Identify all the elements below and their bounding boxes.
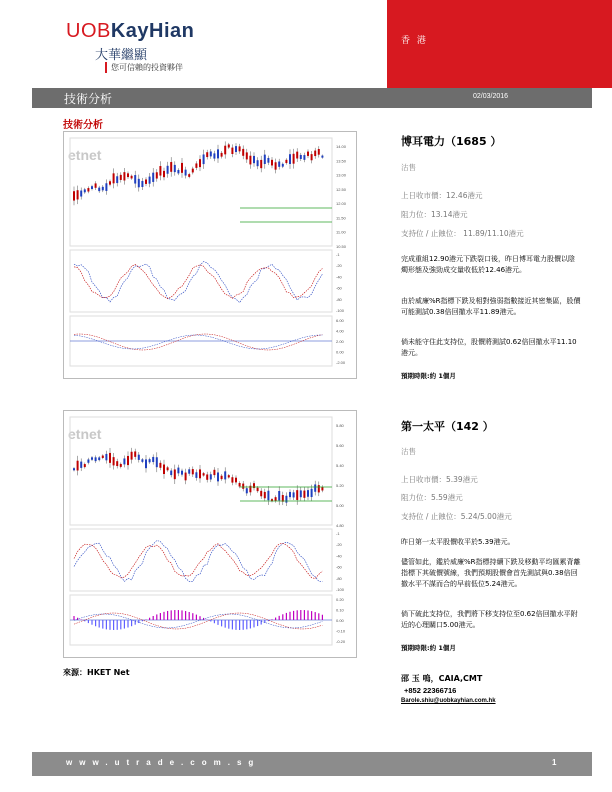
- chart-watermark: etnet: [68, 147, 102, 163]
- horizon-142: 預期時限:約 1個月: [401, 644, 456, 652]
- analyst-name: 邵 玉 嗚，CAIA,CMT: [401, 674, 483, 683]
- paragraph-1685-3: 倘未能守住此支持位，股價將測試0.62倍回撤水平11.10港元。: [401, 338, 577, 357]
- macd-tick-label: 4.00: [336, 328, 344, 334]
- williams-tick-label: -60: [336, 285, 342, 291]
- price-panel: [70, 138, 347, 249]
- price-tick-label: 11.50: [336, 215, 346, 221]
- paragraph-142-3: 倘下破此支持位，我們將下移支持位至0.62倍回撤水平附近的心理關口5.00港元。: [401, 610, 578, 629]
- price-tick-label: 10.50: [336, 244, 347, 249]
- macd-panel: [70, 595, 346, 645]
- macd-tick-label: 0.00: [336, 618, 344, 623]
- report-date: 02/03/2016: [473, 93, 509, 100]
- macd-tick-label: 0.10: [336, 607, 344, 613]
- price-tick-label: 14.00: [336, 144, 347, 149]
- rating-1685: 沽售: [401, 163, 416, 172]
- close-142: 上日收市價：5.39港元: [401, 475, 478, 484]
- macd-tick-label: 2.00: [336, 339, 344, 344]
- williams-tick-label: -1: [336, 252, 340, 257]
- section-title: 技術分析: [64, 92, 113, 106]
- chart-142-svg: [64, 411, 356, 657]
- price-tick-label: 12.00: [336, 201, 347, 207]
- region-label: 香 港: [401, 36, 428, 46]
- brand-chinese-name: 大華繼顯: [95, 48, 148, 63]
- stock-chart-142: [63, 410, 357, 658]
- analyst-email-link[interactable]: Barole.shiu@uobkayhian.com.hk: [401, 698, 496, 704]
- williams-tick-label: -20: [336, 263, 342, 269]
- price-tick-label: 5.20: [336, 483, 344, 488]
- stock-title-1685: 博耳電力（1685 ）: [401, 135, 502, 148]
- macd-tick-label: 0.00: [336, 349, 344, 355]
- macd-tick-label: -0.10: [336, 628, 346, 634]
- williams-tick-label: -20: [336, 542, 342, 548]
- rating-142: 沽售: [401, 447, 416, 456]
- williams-tick-label: -40: [336, 274, 342, 280]
- price-tick-label: 13.50: [336, 158, 347, 164]
- price-tick-label: 5.00: [336, 503, 344, 508]
- williams-tick-label: -80: [336, 575, 342, 581]
- price-tick-label: 5.60: [336, 443, 344, 448]
- support-142: 支持位 / 止蝕位：5.24/5.00港元: [401, 512, 512, 521]
- price-tick-label: 12.50: [336, 186, 347, 192]
- source-label: 來源：HKET Net: [63, 668, 130, 677]
- williams-tick-label: -40: [336, 553, 342, 559]
- footer-url[interactable]: www.utrade.com.sg: [66, 758, 261, 767]
- price-tick-label: 13.00: [336, 172, 347, 178]
- macd-tick-label: 6.00: [336, 318, 344, 323]
- williams-tick-label: -100: [336, 587, 345, 592]
- williams-tick-label: -1: [336, 531, 340, 536]
- price-tick-label: 5.40: [336, 463, 344, 468]
- chart-1685-svg: [64, 132, 356, 378]
- chart-watermark: etnet: [68, 426, 102, 442]
- content-title: 技術分析: [63, 120, 103, 131]
- paragraph-1685-2: 由於威廉%R指標下跌及相對強弱指數接近其密集區，股價可能測試0.38倍回撤水平11.89港元。: [401, 297, 581, 316]
- page-number: 1: [552, 758, 557, 767]
- price-tick-label: 4.80: [336, 523, 344, 528]
- williams-tick-label: -100: [336, 308, 345, 313]
- macd-tick-label: -2.00: [336, 360, 346, 365]
- paragraph-1685-1: 完成重組12.90港元下跌裂口後，昨日博耳電力股價以陰燭形態及強勁成交量收低於12.46港元。: [401, 255, 576, 274]
- resistance-1685: 阻力位：13.14港元: [401, 210, 468, 219]
- macd-tick-label: 0.20: [336, 597, 344, 602]
- horizon-1685: 預期時限:約 1個月: [401, 372, 456, 380]
- analyst-phone: +852 22366716: [404, 686, 457, 695]
- price-tick-label: 11.00: [336, 229, 346, 235]
- brand-logo: UOBKayHian: [66, 20, 195, 42]
- close-1685: 上日收市價：12.46港元: [401, 191, 483, 200]
- macd-panel: [70, 316, 346, 366]
- williams-panel: [70, 250, 345, 313]
- price-panel: [70, 417, 345, 528]
- resistance-142: 阻力位：5.59港元: [401, 493, 463, 502]
- price-tick-label: 5.80: [336, 423, 344, 428]
- williams-panel: [70, 529, 345, 592]
- paragraph-142-2: 儘管如此，鑑於威廉%R指標持續下跌及移動平均匯累背離指標下其破價號線，我們預期股價會首先測試與0.38倍回撤水平不謀而合的早前低位5.24港元。: [401, 558, 581, 588]
- paragraph-142-1: 昨日第一太平股價收平於5.39港元。: [401, 538, 515, 546]
- support-1685: 支持位 / 止蝕位： 11.89/11.10港元: [401, 229, 524, 238]
- williams-tick-label: -60: [336, 564, 342, 570]
- brand-slogan: 您可信賴的投資夥伴: [105, 62, 183, 73]
- stock-chart-1685: [63, 131, 357, 379]
- macd-tick-label: -0.20: [336, 639, 346, 644]
- williams-tick-label: -80: [336, 296, 342, 302]
- stock-title-142: 第一太平（142 ）: [401, 420, 494, 433]
